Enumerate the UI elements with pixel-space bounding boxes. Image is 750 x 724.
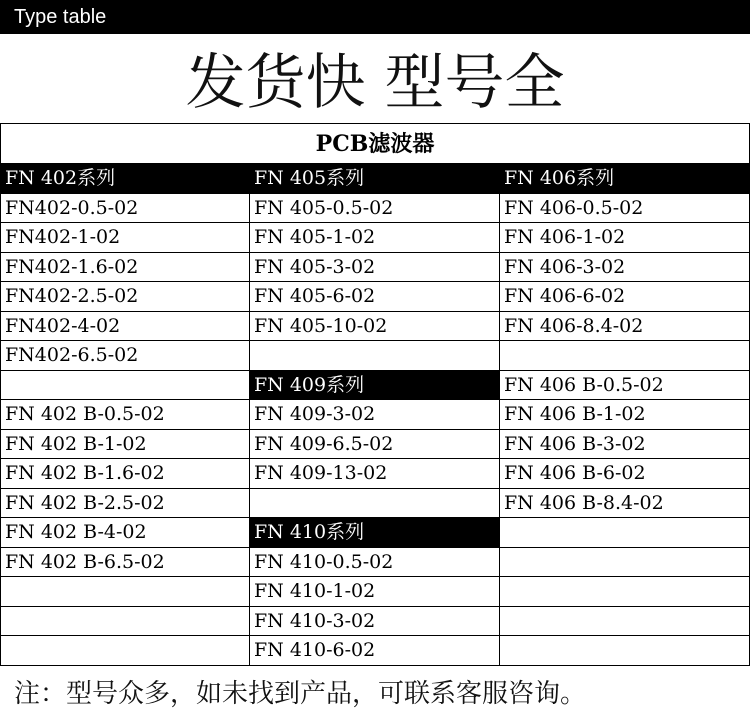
model-cell	[500, 518, 750, 548]
model-cell	[500, 341, 750, 371]
model-cell: FN 405-0.5-02	[250, 194, 500, 224]
model-cell: FN 402 B-1.6-02	[0, 459, 250, 489]
table-row	[0, 253, 750, 283]
model-cell: FN 406 B-6-02	[500, 459, 750, 489]
model-cell: FN 405-6-02	[250, 282, 500, 312]
table-row	[0, 164, 750, 194]
model-cell: FN 406 B-0.5-02	[500, 371, 750, 401]
table-row	[0, 282, 750, 312]
model-cell: FN 410-6-02	[250, 636, 500, 666]
table-row	[0, 518, 750, 548]
series-header-cell: FN 402系列	[0, 164, 250, 194]
table-row	[0, 607, 750, 637]
model-cell: FN402-1-02	[0, 223, 250, 253]
table-title: PCB滤波器	[0, 124, 750, 164]
model-cell: FN 410-3-02	[250, 607, 500, 637]
model-cell: FN402-4-02	[0, 312, 250, 342]
series-header-cell: FN 409系列	[250, 371, 500, 401]
model-cell: FN 406 B-8.4-02	[500, 489, 750, 519]
model-cell	[500, 607, 750, 637]
table-row	[0, 459, 750, 489]
model-cell: FN 402 B-1-02	[0, 430, 250, 460]
model-cell: FN 410-1-02	[250, 577, 500, 607]
model-cell: FN 406-3-02	[500, 253, 750, 283]
model-cell	[250, 341, 500, 371]
model-cell: FN 402 B-6.5-02	[0, 548, 250, 578]
model-cell: FN 406-1-02	[500, 223, 750, 253]
series-header-cell: FN 406系列	[500, 164, 750, 194]
table-row	[0, 223, 750, 253]
table-body	[0, 164, 750, 666]
table-row	[0, 430, 750, 460]
model-cell: FN 409-13-02	[250, 459, 500, 489]
footnote: 注：型号众多，如未找到产品，可联系客服咨询。	[14, 679, 587, 709]
model-cell: FN 406 B-3-02	[500, 430, 750, 460]
model-cell: FN402-1.6-02	[0, 253, 250, 283]
table-row	[0, 371, 750, 401]
model-cell: FN 405-1-02	[250, 223, 500, 253]
model-cell: FN 406-0.5-02	[500, 194, 750, 224]
table-row	[0, 577, 750, 607]
model-cell	[500, 636, 750, 666]
model-cell	[0, 371, 250, 401]
table-row	[0, 548, 750, 578]
series-header-cell: FN 405系列	[250, 164, 500, 194]
model-cell: FN 406-6-02	[500, 282, 750, 312]
table-row	[0, 489, 750, 519]
model-cell: FN 406-8.4-02	[500, 312, 750, 342]
model-cell: FN 402 B-2.5-02	[0, 489, 250, 519]
type-table	[0, 123, 750, 666]
model-cell: FN 402 B-4-02	[0, 518, 250, 548]
table-row	[0, 636, 750, 666]
model-cell	[0, 607, 250, 637]
model-cell: FN402-6.5-02	[0, 341, 250, 371]
model-cell: FN 405-10-02	[250, 312, 500, 342]
model-cell	[500, 577, 750, 607]
model-cell: FN 405-3-02	[250, 253, 500, 283]
model-cell: FN 406 B-1-02	[500, 400, 750, 430]
topbar-title: Type table	[0, 0, 750, 34]
model-cell	[500, 548, 750, 578]
model-cell	[250, 489, 500, 519]
table-row	[0, 312, 750, 342]
page-headline: 发货快 型号全	[185, 48, 565, 118]
model-cell: FN 409-6.5-02	[250, 430, 500, 460]
model-cell: FN 409-3-02	[250, 400, 500, 430]
model-cell: FN402-2.5-02	[0, 282, 250, 312]
table-row	[0, 400, 750, 430]
model-cell	[0, 636, 250, 666]
table-row	[0, 341, 750, 371]
model-cell	[0, 577, 250, 607]
model-cell: FN 410-0.5-02	[250, 548, 500, 578]
series-header-cell: FN 410系列	[250, 518, 500, 548]
model-cell: FN402-0.5-02	[0, 194, 250, 224]
model-cell: FN 402 B-0.5-02	[0, 400, 250, 430]
table-row	[0, 194, 750, 224]
